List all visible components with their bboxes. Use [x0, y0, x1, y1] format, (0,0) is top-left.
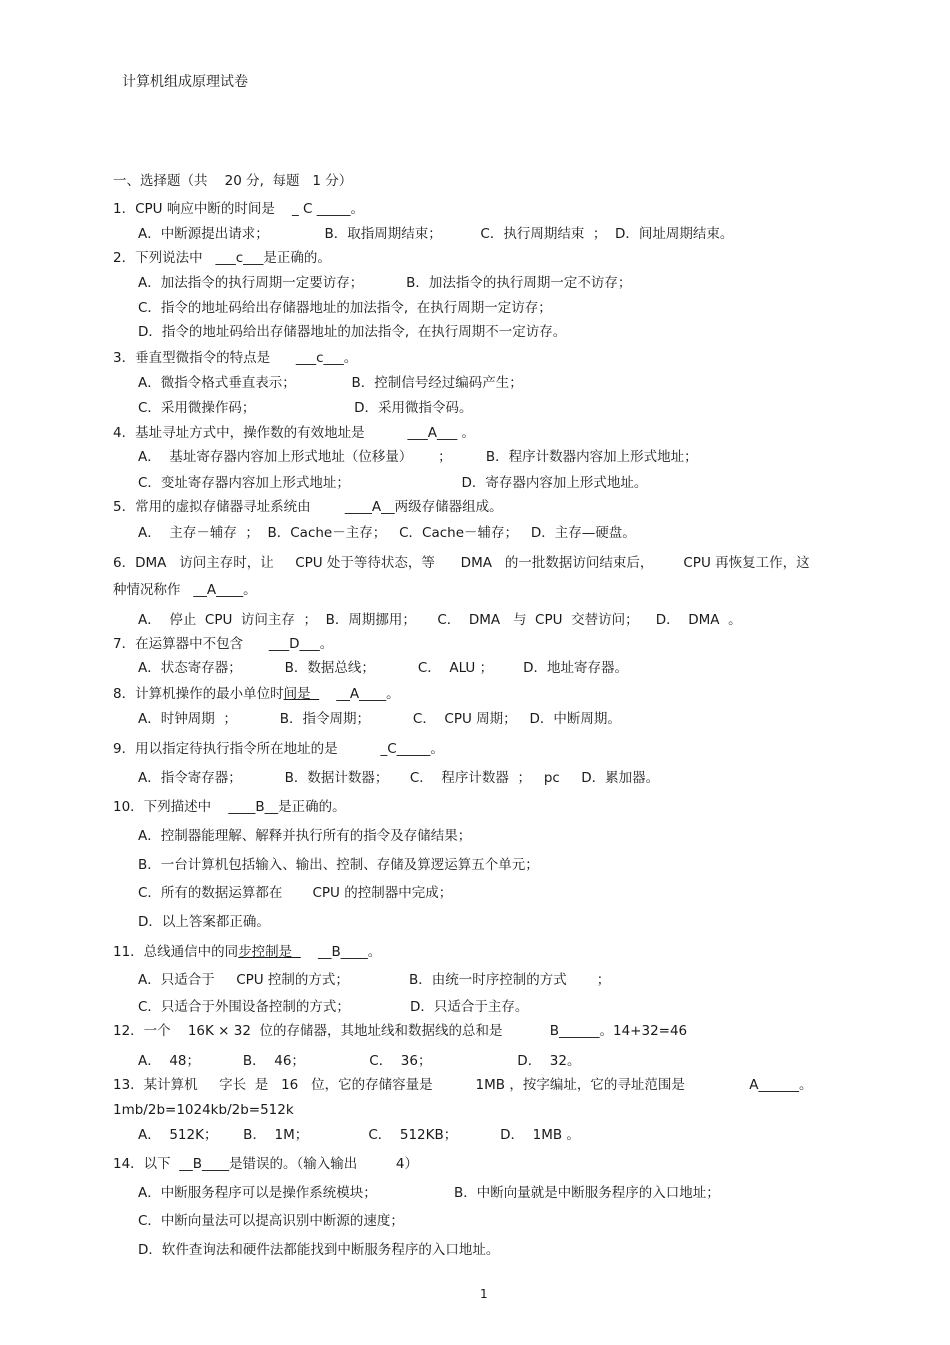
question-8-options: A．时钟周期 ； B．指令周期； C． CPU 周期； D．中断周期。 — [138, 711, 621, 727]
question-4-option-ab: A． 基址寄存器内容加上形式地址（位移量） ； B．程序计数器内容加上形式地址； — [138, 449, 698, 465]
question-3-option-cd: C．采用微操作码； D．采用微指令码。 — [138, 400, 473, 416]
question-14: 14．以下 __B____是错误的。（输入输出 4） — [113, 1156, 418, 1172]
question-8-answer: __A____。 — [319, 686, 400, 702]
question-10-option-d: D．以上答案都正确。 — [138, 914, 270, 930]
question-11-text: 11．总线通信中的同 — [113, 944, 239, 960]
question-8-underlined-text: 间是 — [283, 686, 320, 702]
question-4-option-cd: C．变址寄存器内容加上形式地址； D．寄存器内容加上形式地址。 — [138, 475, 648, 491]
question-12-options: A． 48； B． 46； C． 36； D． 32。 — [138, 1053, 581, 1069]
question-13-options: A． 512K； B． 1M； C． 512KB； D． 1MB 。 — [138, 1127, 580, 1143]
question-3-option-ab: A．微指令格式垂直表示； B．控制信号经过编码产生； — [138, 375, 523, 391]
question-14-option-ab: A．中断服务程序可以是操作系统模块； B．中断向量就是中断服务程序的入口地址； — [138, 1185, 720, 1201]
question-2-option-d: D．指令的地址码给出存储器地址的加法指令, 在执行周期不一定访存。 — [138, 324, 567, 340]
question-13-line-1: 13．某计算机 字长 是 16 位，它的存储容量是 1MB ，按字编址，它的寻址范围是 A______。 — [113, 1077, 813, 1093]
question-14-option-c: C．中断向量法可以提高识别中断源的速度； — [138, 1213, 404, 1229]
question-8 — [113, 688, 400, 702]
question-11-underlined-text: 步控制是 — [238, 944, 301, 960]
question-10-option-a: A．控制器能理解、解释并执行所有的指令及存储结果； — [138, 828, 472, 844]
question-2-option-ab: A．加法指令的执行周期一定要访存； B．加法指令的执行周期一定不访存； — [138, 275, 632, 291]
question-10: 10．下列描述中 ____B__是正确的。 — [113, 799, 346, 815]
question-4: 4．基址寻址方式中，操作数的有效地址是 ___A___ 。 — [113, 425, 476, 441]
question-12: 12．一个 16K × 32 位的存储器，其地址线和数据线的总和是 B______。14+32=46 — [113, 1023, 688, 1039]
question-5: 5．常用的虚拟存储器寻址系统由 ____A__两级存储器组成。 — [113, 499, 503, 515]
question-10-option-b: B．一台计算机包括输入、输出、控制、存储及算逻运算五个单元； — [138, 857, 539, 873]
question-9-options: A．指令寄存器； B．数据计数器； C． 程序计数器 ； pc D．累加器。 — [138, 770, 660, 786]
question-6-line-2: 种情况称作 __A____。 — [113, 582, 257, 598]
page-number: 1 — [480, 1287, 488, 1301]
section-heading: 一、选择题（共 20 分, 每题 1 分） — [113, 173, 353, 189]
question-11-option-cd: C．只适合于外围设备控制的方式； D．只适合于主存。 — [138, 999, 529, 1015]
question-10-option-c: C．所有的数据运算都在 CPU 的控制器中完成； — [138, 885, 453, 901]
question-9: 9．用以指定待执行指令所在地址的是 _C_____。 — [113, 741, 444, 757]
question-11-answer: __B____。 — [300, 944, 382, 960]
question-2-option-c: C．指令的地址码给出存储器地址的加法指令, 在执行周期一定访存； — [138, 300, 552, 316]
document-title: 计算机组成原理试卷 — [122, 74, 248, 90]
question-1-options: A．中断源提出请求； B．取指周期结束； C．执行周期结束 ； D．间址周期结束。 — [138, 226, 734, 242]
question-11-option-ab: A．只适合于 CPU 控制的方式； B．由统一时序控制的方式 ； — [138, 972, 611, 988]
question-13-line-2: 1mb/2b=1024kb/2b=512k — [113, 1102, 294, 1118]
question-2: 2．下列说法中 ___c___是正确的。 — [113, 250, 331, 266]
question-14-option-d: D．软件查询法和硬件法都能找到中断服务程序的入口地址。 — [138, 1242, 500, 1258]
question-1: 1．CPU 响应中断的时间是 _ C _____。 — [113, 201, 365, 217]
question-6-line-1: 6．DMA 访问主存时，让 CPU 处于等待状态，等 DMA 的一批数据访问结束后， CPU 再恢复工作，这 — [113, 555, 810, 571]
question-3: 3．垂直型微指令的特点是 ___c___。 — [113, 350, 358, 366]
question-5-options: A． 主存－辅存 ； B．Cache－主存； C．Cache－辅存； D．主存—硬盘。 — [138, 525, 636, 541]
question-7: 7．在运算器中不包含 ___D___。 — [113, 636, 334, 652]
question-11 — [113, 946, 381, 960]
question-6-options: A． 停止 CPU 访问主存 ； B．周期挪用； C． DMA 与 CPU 交替访问； D． DMA 。 — [138, 612, 742, 628]
question-8-text: 8．计算机操作的最小单位时 — [113, 686, 284, 702]
question-7-options: A．状态寄存器； B．数据总线； C． ALU ； D．地址寄存器。 — [138, 660, 629, 676]
